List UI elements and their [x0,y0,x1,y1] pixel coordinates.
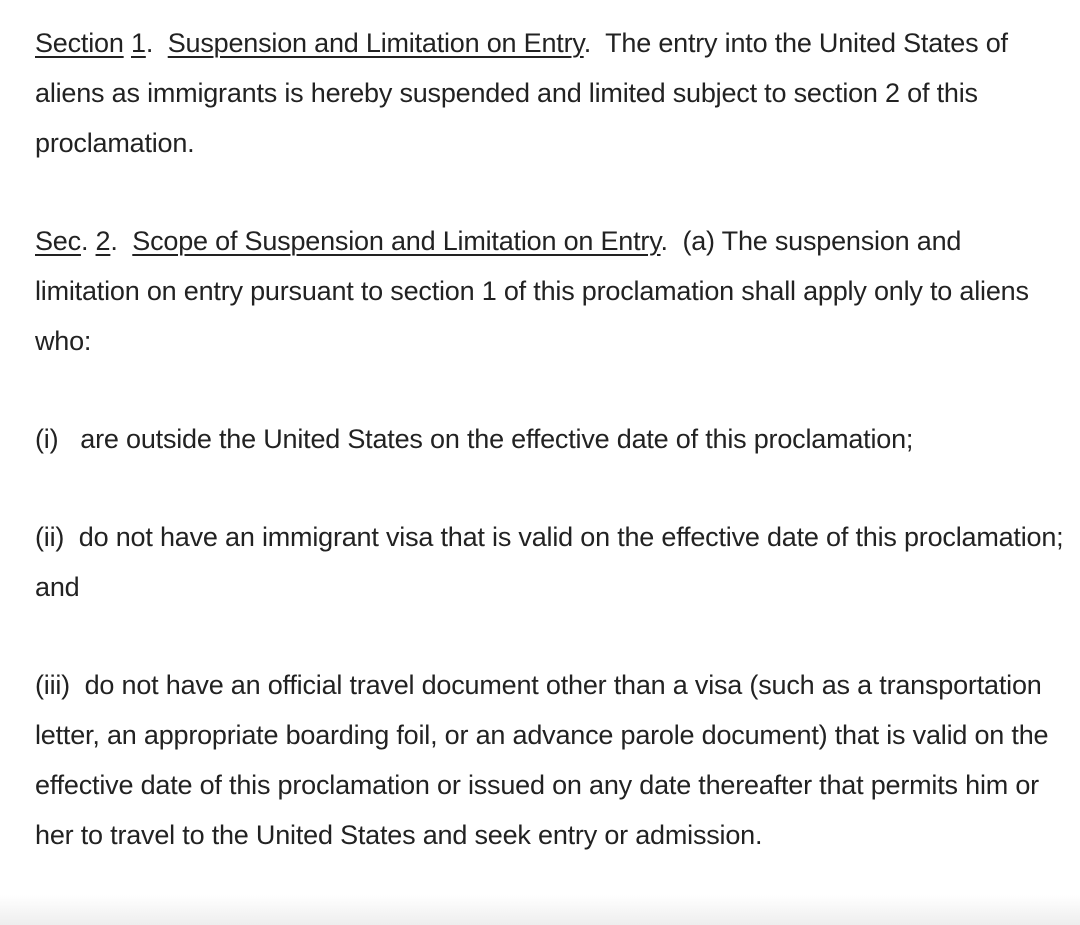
list-item-iii-marker: (iii) [35,670,70,700]
section-1-paragraph: Section 1. Suspension and Limitation on Entry. The entry into the United States of aliens as immigrants is hereby suspended and limited subject to section 2 of this proclamation. [35,28,1008,158]
list-item-ii [35,512,1065,612]
section-2-paragraph: Sec. 2. Scope of Suspension and Limitation on Entry. (a) The suspension and limitation on entry pursuant to section 1 of this proclamation shall apply only to aliens who: [35,226,1029,356]
section-1-number[interactable]: 1 [130,28,146,58]
section-1-body: The entry into the United States of aliens as immigrants is hereby suspended and limited subject to section 2 of this proclamation. [35,28,1008,158]
list-item-i-marker: (i) [35,424,59,454]
list-item-ii-marker: (ii) [35,522,65,552]
proclamation-document [35,18,1065,908]
section-1-label[interactable]: Section [35,28,124,58]
section-2-label[interactable]: Sec [35,226,81,256]
list-item-iii [35,660,1065,860]
section-2-heading[interactable]: Scope of Suspension and Limitation on Entry [132,226,661,256]
section-1-heading[interactable]: Suspension and Limitation on Entry [167,28,584,58]
bottom-fade [0,895,1080,925]
list-item-i-text: are outside the United States on the effective date of this proclamation; [80,424,914,454]
section-2-body: (a) The suspension and limitation on entry pursuant to section 1 of this proclamation shall apply only to aliens who: [35,226,1029,356]
list-item-ii-text: do not have an immigrant visa that is valid on the effective date of this proclamation; and [35,522,1064,602]
list-item-iii-text: do not have an official travel document other than a visa (such as a transportation letter, an appropriate boarding foil, or an advance parole document) that is valid on the effective date of this proclamation or issued on any date thereafter that permits him or her to travel to the United States and seek entry or admission. [35,670,1049,850]
section-2-number[interactable]: 2 [95,226,111,256]
list-item-i [35,414,1065,464]
